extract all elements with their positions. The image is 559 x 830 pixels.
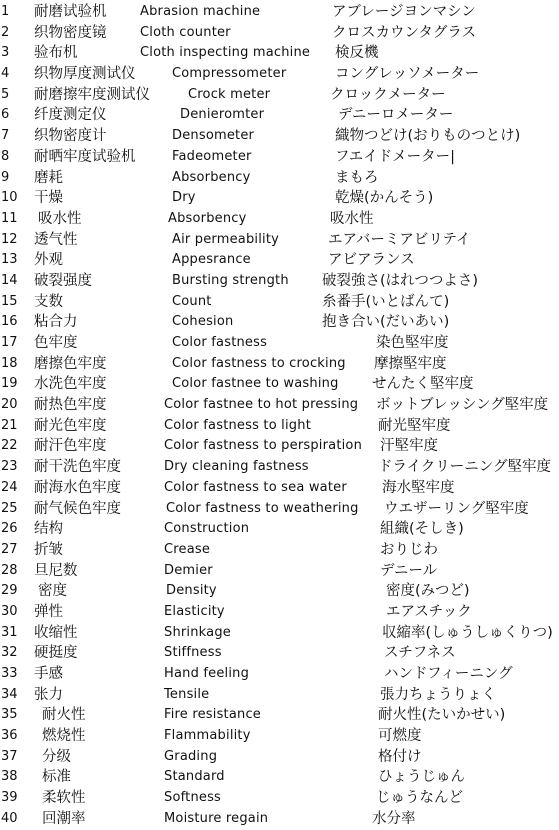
japanese-term: 汗堅牢度 <box>380 438 438 455</box>
glossary-row <box>0 416 559 437</box>
row-number: 26 <box>1 521 18 537</box>
glossary-row <box>0 540 559 561</box>
chinese-term: 手感 <box>34 666 63 682</box>
english-term: Color fastness to weathering <box>166 500 359 516</box>
row-number: 30 <box>1 603 18 619</box>
row-number: 33 <box>1 666 18 681</box>
row-number: 4 <box>1 66 10 82</box>
english-term: Crease <box>164 541 211 557</box>
row-number: 12 <box>1 231 18 247</box>
japanese-term: せんたく堅牢度 <box>372 376 474 393</box>
english-term: Shrinkage <box>164 624 232 640</box>
glossary-row <box>0 85 559 106</box>
chinese-term: 回潮率 <box>42 810 86 827</box>
japanese-term: 抱き合い(だいあい) <box>322 314 450 331</box>
glossary-row <box>0 602 559 623</box>
glossary-row <box>0 747 559 768</box>
glossary-row <box>0 271 559 292</box>
japanese-term: ウエザーリング堅牢度 <box>384 500 529 517</box>
glossary-row <box>0 581 559 602</box>
glossary-row <box>0 478 559 499</box>
chinese-term: 织物厚度测试仪 <box>34 66 136 83</box>
english-term: Moisture regain <box>164 810 269 826</box>
row-number: 14 <box>1 272 18 288</box>
glossary-row <box>0 705 559 726</box>
chinese-term: 柔软性 <box>42 790 86 807</box>
row-number: 35 <box>1 707 18 723</box>
english-term: Color fastness <box>172 335 268 350</box>
chinese-term: 纤度测定仪 <box>34 107 107 124</box>
chinese-term: 磨擦色牢度 <box>34 355 107 372</box>
japanese-term: ハンドフィーニング <box>384 666 513 682</box>
japanese-term: アビアランス <box>328 252 415 269</box>
row-number: 22 <box>1 438 18 454</box>
row-number: 39 <box>1 790 18 806</box>
english-term: Crock meter <box>188 86 271 102</box>
row-number: 28 <box>1 562 18 578</box>
chinese-term: 支数 <box>34 293 63 310</box>
glossary-row <box>0 643 559 664</box>
glossary-row <box>0 64 559 85</box>
japanese-term: デニール <box>380 562 438 579</box>
row-number: 2 <box>1 24 10 40</box>
row-number: 24 <box>1 479 18 495</box>
english-term: Color fastness to sea water <box>164 479 347 495</box>
english-term: Abrasion machine <box>140 4 261 19</box>
japanese-term: アブレージヨンマシン <box>332 4 476 20</box>
japanese-term: 密度(みつど) <box>386 583 470 600</box>
chinese-term: 耐气候色牢度 <box>34 500 121 517</box>
japanese-term: 検反機 <box>335 45 379 62</box>
japanese-term: 染色堅牢度 <box>376 335 449 351</box>
glossary-row <box>0 664 559 685</box>
english-term: Cloth counter <box>140 24 231 40</box>
row-number: 18 <box>1 355 18 371</box>
glossary-row <box>0 105 559 126</box>
chinese-term: 耐热色牢度 <box>34 397 107 414</box>
glossary-row <box>0 499 559 520</box>
chinese-term: 透气性 <box>34 231 78 248</box>
japanese-term: スチフネス <box>384 645 456 662</box>
chinese-term: 验布机 <box>34 45 78 62</box>
chinese-term: 收缩性 <box>34 624 78 641</box>
row-number: 1 <box>1 4 10 19</box>
row-number: 29 <box>1 583 18 599</box>
chinese-term: 硬挺度 <box>34 645 78 662</box>
english-term: Air permeability <box>172 231 280 247</box>
chinese-term: 水洗色牢度 <box>34 376 107 393</box>
glossary-row <box>0 2 559 23</box>
glossary-row <box>0 685 559 706</box>
chinese-term: 燃烧性 <box>42 728 86 745</box>
japanese-term: 格付け <box>378 748 422 765</box>
english-term: Cohesion <box>172 314 234 330</box>
english-term: Demier <box>164 562 213 578</box>
chinese-term: 外观 <box>34 252 63 269</box>
row-number: 36 <box>1 728 18 744</box>
english-term: Denieromter <box>180 107 265 123</box>
japanese-term: おりじわ <box>380 541 438 558</box>
row-number: 31 <box>1 624 18 640</box>
english-term: Appesrance <box>172 252 251 268</box>
english-term: Dry cleaning fastness <box>164 459 309 475</box>
row-number: 5 <box>1 86 10 102</box>
row-number: 19 <box>1 376 18 392</box>
glossary-row <box>0 457 559 478</box>
glossary-row <box>0 312 559 333</box>
japanese-term: 破裂強さ(はれつつよさ) <box>322 272 479 289</box>
chinese-term: 耐汗色牢度 <box>34 438 107 455</box>
glossary-row <box>0 188 559 209</box>
glossary-row <box>0 23 559 44</box>
row-number: 21 <box>1 417 18 433</box>
english-term: Fadeometer <box>172 148 252 164</box>
chinese-term: 耐干洗色牢度 <box>34 459 121 476</box>
japanese-term: ドライクリーニング堅牢度 <box>378 459 551 476</box>
row-number: 32 <box>1 645 18 661</box>
english-term: Bursting strength <box>172 272 289 288</box>
english-term: Color fastnee to hot pressing <box>164 397 359 413</box>
glossary-row <box>0 147 559 168</box>
row-number: 6 <box>1 107 10 123</box>
chinese-term: 耐海水色牢度 <box>34 479 121 496</box>
english-term: Softness <box>164 790 222 806</box>
japanese-term: エアバーミアビリテイ <box>328 231 471 248</box>
japanese-term: フエイドメーター| <box>335 148 456 165</box>
row-number: 23 <box>1 459 18 475</box>
english-term: Densometer <box>172 128 255 144</box>
chinese-term: 耐晒牢度试验机 <box>34 148 136 165</box>
chinese-term: 张力 <box>34 686 63 703</box>
japanese-term: 張力ちょうりょく <box>380 686 496 703</box>
japanese-term: デニーロメーター <box>338 107 454 124</box>
glossary-row <box>0 230 559 251</box>
row-number: 38 <box>1 769 18 785</box>
english-term: Fire resistance <box>164 707 261 723</box>
english-term: Color fastness to light <box>164 417 311 433</box>
japanese-term: 組織(そしき) <box>380 521 464 538</box>
english-term: Standard <box>164 769 225 785</box>
japanese-term: クロックメーター <box>330 86 446 103</box>
english-term: Count <box>172 293 212 309</box>
glossary-row <box>0 168 559 189</box>
glossary-row <box>0 292 559 313</box>
chinese-term: 粘合力 <box>34 314 78 331</box>
row-number: 10 <box>1 190 18 206</box>
chinese-term: 色牢度 <box>34 335 78 351</box>
row-number: 25 <box>1 500 18 516</box>
japanese-term: エアスチック <box>386 603 472 620</box>
japanese-term: 吸水性 <box>330 210 374 227</box>
english-term: Construction <box>164 521 250 537</box>
glossary-row <box>0 354 559 375</box>
chinese-term: 破裂强度 <box>34 272 92 289</box>
row-number: 15 <box>1 293 18 309</box>
glossary-row <box>0 395 559 416</box>
english-term: Hand feeling <box>164 666 250 681</box>
glossary-row <box>0 788 559 809</box>
glossary-row <box>0 623 559 644</box>
japanese-term: 摩擦堅牢度 <box>374 355 447 372</box>
chinese-term: 分级 <box>42 748 71 765</box>
row-number: 34 <box>1 686 18 702</box>
japanese-term: 糸番手(いとばんて) <box>322 293 450 310</box>
glossary-row <box>0 43 559 64</box>
chinese-term: 旦尼数 <box>34 562 78 579</box>
chinese-term: 吸水性 <box>38 210 82 227</box>
row-number: 11 <box>1 210 18 226</box>
row-number: 3 <box>1 45 10 61</box>
japanese-term: 乾燥(かんそう) <box>335 190 434 207</box>
glossary-row <box>0 726 559 747</box>
glossary-row <box>0 333 559 354</box>
japanese-term: 耐光堅牢度 <box>378 417 451 434</box>
japanese-term: 海水堅牢度 <box>382 479 455 496</box>
english-term: Cloth inspecting machine <box>140 45 311 61</box>
chinese-term: 干燥 <box>34 190 63 207</box>
glossary-row <box>0 519 559 540</box>
chinese-term: 织物密度计 <box>34 128 107 145</box>
english-term: Flammability <box>164 728 251 744</box>
chinese-term: 耐磨试验机 <box>34 4 107 20</box>
japanese-term: じゅうなんど <box>376 790 463 807</box>
english-term: Compressometer <box>172 66 287 82</box>
japanese-term: 可燃度 <box>378 728 422 745</box>
chinese-term: 耐火性 <box>42 707 86 724</box>
japanese-term: まもろ <box>335 169 379 186</box>
japanese-term: ボットブレッシング堅牢度 <box>376 397 549 414</box>
english-term: Absorbency <box>172 169 251 185</box>
japanese-term: 耐火性(たいかせい) <box>378 707 506 724</box>
chinese-term: 密度 <box>38 583 67 600</box>
english-term: Stiffness <box>164 645 222 661</box>
row-number: 20 <box>1 397 18 413</box>
english-term: Absorbency <box>168 210 247 226</box>
glossary-row <box>0 126 559 147</box>
glossary-row <box>0 436 559 457</box>
english-term: Color fastness to perspiration <box>164 438 363 454</box>
chinese-term: 耐磨擦牢度测试仪 <box>34 86 150 103</box>
chinese-term: 结构 <box>34 521 63 538</box>
japanese-term: 織物つどけ(おりものつとけ) <box>335 128 521 145</box>
chinese-term: 织物密度镜 <box>34 24 107 41</box>
row-number: 27 <box>1 541 18 557</box>
row-number: 8 <box>1 148 10 164</box>
row-number: 16 <box>1 314 18 330</box>
row-number: 9 <box>1 169 10 185</box>
glossary-row <box>0 767 559 788</box>
chinese-term: 弹性 <box>34 603 63 620</box>
row-number: 37 <box>1 748 18 764</box>
glossary-row <box>0 809 559 830</box>
english-term: Elasticity <box>164 603 225 619</box>
chinese-term: 折皱 <box>34 541 63 558</box>
glossary-row <box>0 561 559 582</box>
japanese-term: ひょうじゅん <box>378 769 465 786</box>
row-number: 17 <box>1 335 18 350</box>
glossary-row <box>0 209 559 230</box>
japanese-term: 水分率 <box>372 810 416 827</box>
english-term: Color fastnee to washing <box>172 376 339 392</box>
japanese-term: クロスカウンタグラス <box>332 24 476 41</box>
japanese-term: 収縮率(しゅうしゅくりつ) <box>382 624 553 641</box>
chinese-term: 磨耗 <box>34 169 63 186</box>
chinese-term: 标准 <box>42 769 71 786</box>
glossary-row <box>0 374 559 395</box>
english-term: Density <box>166 583 217 599</box>
chinese-term: 耐光色牢度 <box>34 417 107 434</box>
row-number: 7 <box>1 128 10 144</box>
glossary-row <box>0 250 559 271</box>
japanese-term: コングレッソメーター <box>335 66 480 83</box>
english-term: Grading <box>164 748 218 764</box>
english-term: Tensile <box>164 686 210 702</box>
row-number: 40 <box>1 810 18 826</box>
english-term: Color fastness to crocking <box>172 355 346 371</box>
row-number: 13 <box>1 252 18 268</box>
textile-glossary-list <box>0 2 559 830</box>
english-term: Dry <box>172 190 196 206</box>
